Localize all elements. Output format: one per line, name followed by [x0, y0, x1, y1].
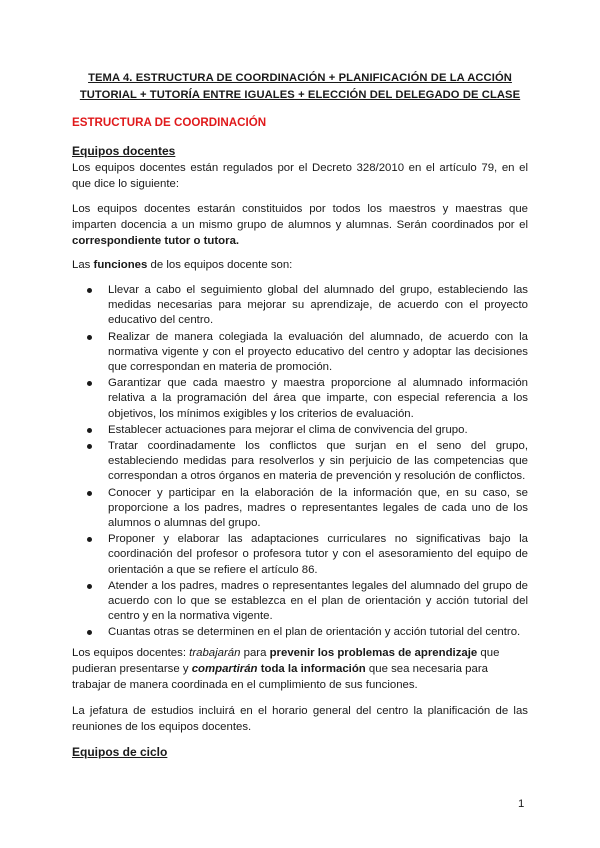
- title-line-2: TUTORIAL + TUTORÍA ENTRE IGUALES + ELECCIÓN DEL DELEGADO DE CLASE: [79, 89, 521, 101]
- list-item-text: Llevar a cabo el seguimiento global del alumnado del grupo, estableciendo las medidas necesarias para mejorar su aprendizaje, de acuerdo con el proyecto educativo del centro.: [108, 284, 528, 327]
- funciones-suffix: de los equipos docente son:: [147, 259, 293, 271]
- list-item: [72, 532, 528, 578]
- list-item-text: Establecer actuaciones para mejorar el clima de convivencia del grupo.: [108, 423, 468, 436]
- list-item: [72, 579, 528, 625]
- quote-text: Los equipos docentes estarán constituidos por todos los maestros y maestras que imparten docencia a un mismo grupo de alumnos y alumnas. Serán coordinados por el: [72, 203, 528, 231]
- list-item: [72, 625, 528, 640]
- list-item: [72, 423, 528, 438]
- bullet-icon: [87, 428, 92, 433]
- heading-equipos-ciclo: Equipos de ciclo: [72, 745, 168, 759]
- text-run: Los equipos docentes:: [72, 647, 190, 659]
- list-item: [72, 330, 528, 376]
- bullet-icon: [87, 444, 92, 449]
- section-title: ESTRUCTURA DE COORDINACIÓN: [72, 116, 267, 129]
- text-run: que sea necesaria para trabajar de manera coordinada en el cumplimiento de sus funciones.: [72, 663, 488, 691]
- list-item-text: Conocer y participar en la elaboración de la información que, en su caso, se proporcione a los padres, madres o representantes legales de cada uno de los alumnos o alumnas del grupo.: [108, 486, 528, 530]
- bullet-icon: [87, 288, 92, 293]
- funciones-list: [72, 283, 528, 642]
- list-item-text: Atender a los padres, madres o representantes legales del alumnado del grupo de acuerdo con lo que se establezca en el plan de orientación y acción tutorial del centro y en la normativa vigente.: [108, 579, 528, 623]
- bullet-icon: [87, 381, 92, 386]
- list-item-text: Realizar de manera colegiada la evaluación del alumnado, de acuerdo con la normativa vigente y con el proyecto educativo del centro y adoptar las decisiones que correspondan en materia de promoción.: [108, 330, 528, 374]
- page-number: 1: [518, 798, 525, 810]
- list-item: [72, 376, 528, 422]
- list-item: [72, 283, 528, 329]
- document-title: [72, 70, 528, 104]
- list-item-text: Tratar coordinadamente los conflictos que surjan en el seno del grupo, estableciendo medidas para resolverlos y sin perjuicio de las competencias que correspondan a otros órganos en materia de prevención y resolución de conflictos.: [108, 440, 528, 483]
- jefatura-paragraph: La jefatura de estudios incluirá en el horario general del centro la planificación de las reuniones de los equipos docentes.: [72, 705, 528, 733]
- list-item: [72, 486, 528, 532]
- list-item: [72, 439, 528, 485]
- bullet-icon: [87, 584, 92, 589]
- text-run-bold: prevenir los problemas de aprendizaje: [269, 647, 478, 659]
- text-run: que pudieran presentarse y: [72, 647, 500, 675]
- title-line-1: TEMA 4. ESTRUCTURA DE COORDINACIÓN + PLANIFICACIÓN DE LA ACCIÓN: [88, 72, 512, 84]
- list-item-text: Proponer y elaborar las adaptaciones curriculares no significativas bajo la coordinación del profesor o profesora tutor y con el asesoramiento del equipo de orientación a que se refiere el artículo 86.: [108, 533, 528, 576]
- text-run-italic: trabajarán: [189, 647, 241, 659]
- text-run: para: [240, 647, 270, 659]
- bullet-icon: [87, 537, 92, 542]
- quote-paragraph: [72, 201, 528, 249]
- heading-equipos-docentes: Equipos docentes: [72, 144, 176, 158]
- funciones-paragraph: [72, 257, 528, 273]
- quote-bold: correspondiente tutor o tutora.: [72, 235, 240, 247]
- bullet-icon: [87, 491, 92, 496]
- list-item-text: Garantizar que cada maestro y maestra proporcione al alumnado información relativa a la programación del área que imparte, con especial referencia a los objetivos, los mínimos exigibles y los criterios de evaluación.: [108, 377, 528, 420]
- bullet-icon: [87, 335, 92, 340]
- intro-paragraph: Los equipos docentes están regulados por el Decreto 328/2010 en el artículo 79, en el que dice lo siguiente:: [72, 162, 528, 190]
- funciones-bold: funciones: [93, 259, 148, 271]
- bullet-icon: [87, 630, 92, 635]
- trabajo-paragraph: [72, 645, 528, 693]
- funciones-prefix: Las: [72, 259, 94, 271]
- list-item-text: Cuantas otras se determinen en el plan de orientación y acción tutorial del centro.: [108, 626, 521, 639]
- text-run-bold-italic: compartirán: [191, 663, 258, 675]
- text-run-bold: toda la información: [260, 663, 366, 675]
